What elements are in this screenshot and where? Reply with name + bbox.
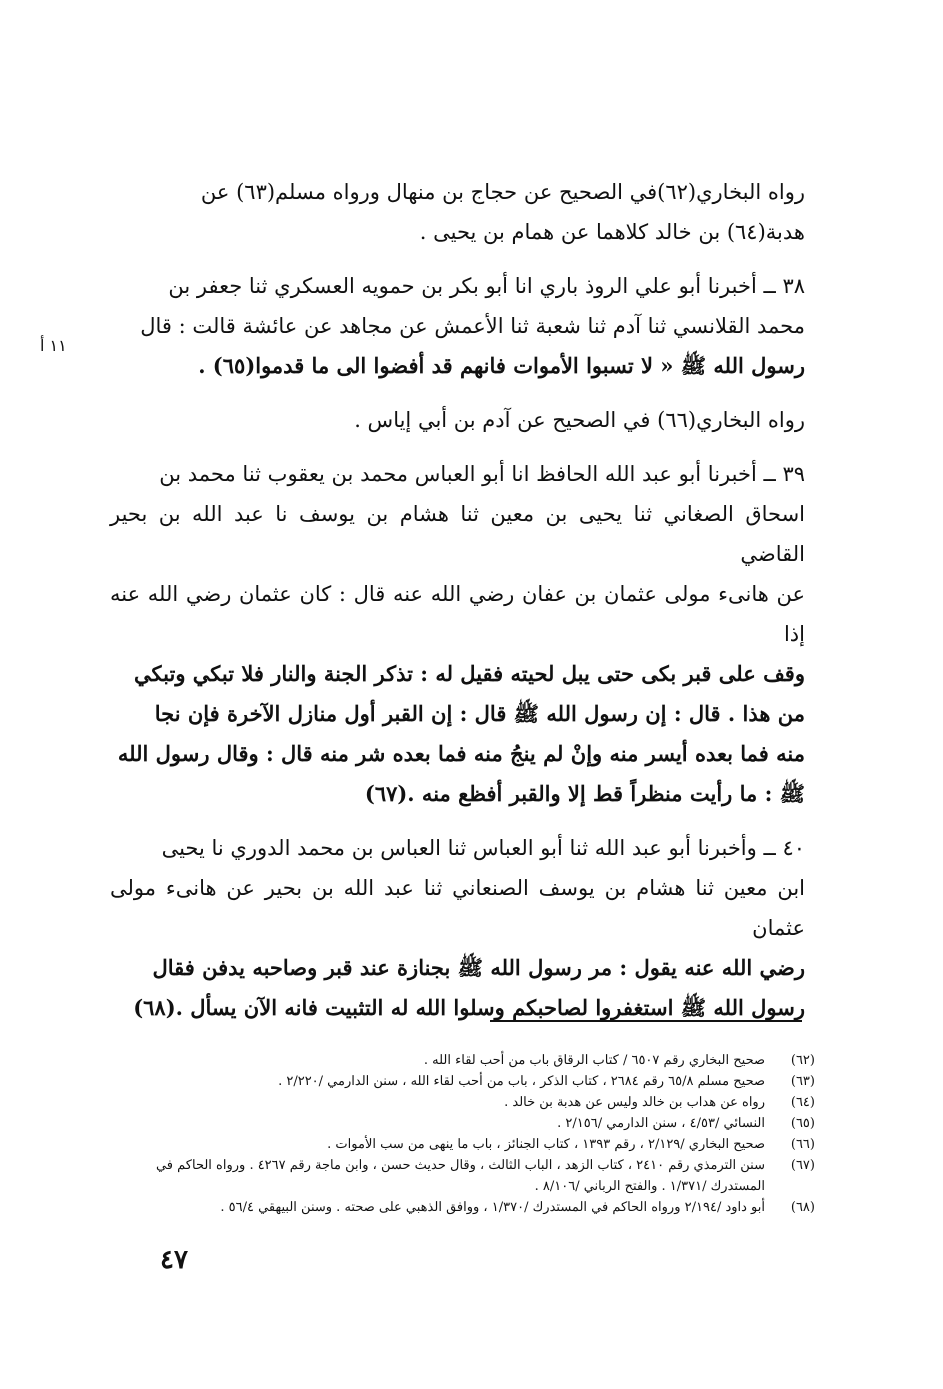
text-line: ٤٠ ــ وأخبرنا أبو عبد الله ثنا أبو العباس ثنا العباس بن محمد الدوري نا يحيى [161,836,805,860]
footnote-text: النسائي /٤/٥٣ ، سنن الدارمي /٢/١٥٦ . [557,1116,765,1131]
footnote-number: (٦٣) [790,1074,815,1089]
text-line: محمد القلانسي ثنا آدم ثنا شعبة ثنا الأعمش عن مجاهد عن عائشة قالت : قال [140,314,805,338]
footnote [115,1113,815,1134]
footnote-number: (٦٢) [790,1053,815,1068]
text-line: وقف على قبر بكى حتى يبل لحيته فقيل له : تذكر الجنة والنار فلا تبكي وتبكي [134,661,805,686]
margin-folio-note: ١١ أ [40,336,67,355]
footnote [115,1155,815,1197]
text-line: منه فما بعده أيسر منه وإنْ لم ينجُ منه فما بعده شر منه قال : وقال رسول الله [117,741,805,766]
text-line: اسحاق الصغاني ثنا يحيى بن معين ثنا هشام بن يوسف نا عبد الله بن بحير القاضي [110,502,805,566]
text-line: ﷺ : ما رأيت منظراً قط إلا والقبر أفظع منه .(٦٧) [364,781,805,806]
text-line: ٣٨ ــ أخبرنا أبو علي الروذ باري انا أبو بكر بن حمويه العسكري ثنا جعفر بن [168,274,805,298]
footnote-number: (٦٤) [790,1095,815,1110]
footnote-number: (٦٧) [790,1158,815,1173]
footnote-text: صحيح مسلم ٦٥/٨ رقم ٢٦٨٤ ، كتاب الذكر ، باب من أحب لقاء الله ، سنن الدارمي /٢/٢٢٠ . [278,1074,765,1089]
footnote-number: (٦٥) [790,1116,815,1131]
footnote-text: صحيح البخاري /٢/١٢٩ ، رقم ١٣٩٣ ، كتاب الجنائز ، باب ما ينهى من سب الأموات . [327,1137,765,1152]
paragraph [110,828,805,1028]
footnote-text: أبو داود /٢/١٩٤ ورواه الحاكم في المستدرك /١/٣٧٠ ، ووافق الذهبي على صحته . وسنن البيهقي ٥٦/٤ . [220,1200,765,1215]
text-line: رسول الله ﷺ استغفروا لصاحبكم وسلوا الله له التثبيت فانه الآن يسأل .(٦٨) [133,995,805,1020]
footnote-number: (٦٦) [790,1137,815,1152]
footnote [115,1197,815,1218]
text-line: من هذا . قال : إن رسول الله ﷺ قال : إن القبر أول منازل الآخرة فإن نجا [154,701,805,726]
text-line: رواه البخاري(٦٦) في الصحيح عن آدم بن أبي إياس . [354,408,805,432]
text-line: رضي الله عنه يقول : مر رسول الله ﷺ بجنازة عند قبر وصاحبه يدفن فقال [152,955,805,980]
text-line: ٣٩ ــ أخبرنا أبو عبد الله الحافظ انا أبو العباس محمد بن يعقوب ثنا محمد بن [159,462,805,486]
footnote-number: (٦٨) [790,1200,815,1215]
footnote [115,1071,815,1092]
footnote-text: صحيح البخاري رقم ٦٥٠٧ / كتاب الرقاق باب من أحب لقاء الله . [423,1053,765,1068]
paragraph [110,172,805,252]
footnote [115,1092,815,1113]
footnotes [115,1050,815,1218]
footnote-separator [490,1020,802,1022]
footnote-text: سنن الترمذي رقم ٢٤١٠ ، كتاب الزهد ، الباب الثالث ، وقال حديث حسن ، وابن ماجة رقم ٤٢٦٧ . ورواه الحاكم في المستدرك /١/٣٧١ . والفتح الرباني /٨/١٠٦ . [155,1158,765,1194]
text-line: ابن معين ثنا هشام بن يوسف الصنعاني ثنا عبد الله بن بحير عن هانىء مولى عثمان [110,876,805,940]
footnote-text: رواه عن هداب بن خالد وليس عن هدبة بن خالد . [504,1095,765,1110]
main-text [110,172,805,1042]
footnote [115,1050,815,1071]
text-line: رسول الله ﷺ « لا تسبوا الأموات فانهم قد أفضوا الى ما قدموا(٦٥) . [198,353,805,378]
paragraph [110,266,805,386]
footnote [115,1134,815,1155]
text-line: رواه البخاري(٦٢)في الصحيح عن حجاج بن منهال ورواه مسلم(٦٣) عن [200,180,805,204]
paragraph [110,454,805,814]
text-line: عن هانىء مولى عثمان بن عفان رضي الله عنه قال : كان عثمان رضي الله عنه إذا [110,582,805,646]
paragraph [110,400,805,440]
page-number: ٤٧ [160,1245,188,1275]
text-line: هدبة(٦٤) بن خالد كلاهما عن همام بن يحيى . [419,220,805,244]
